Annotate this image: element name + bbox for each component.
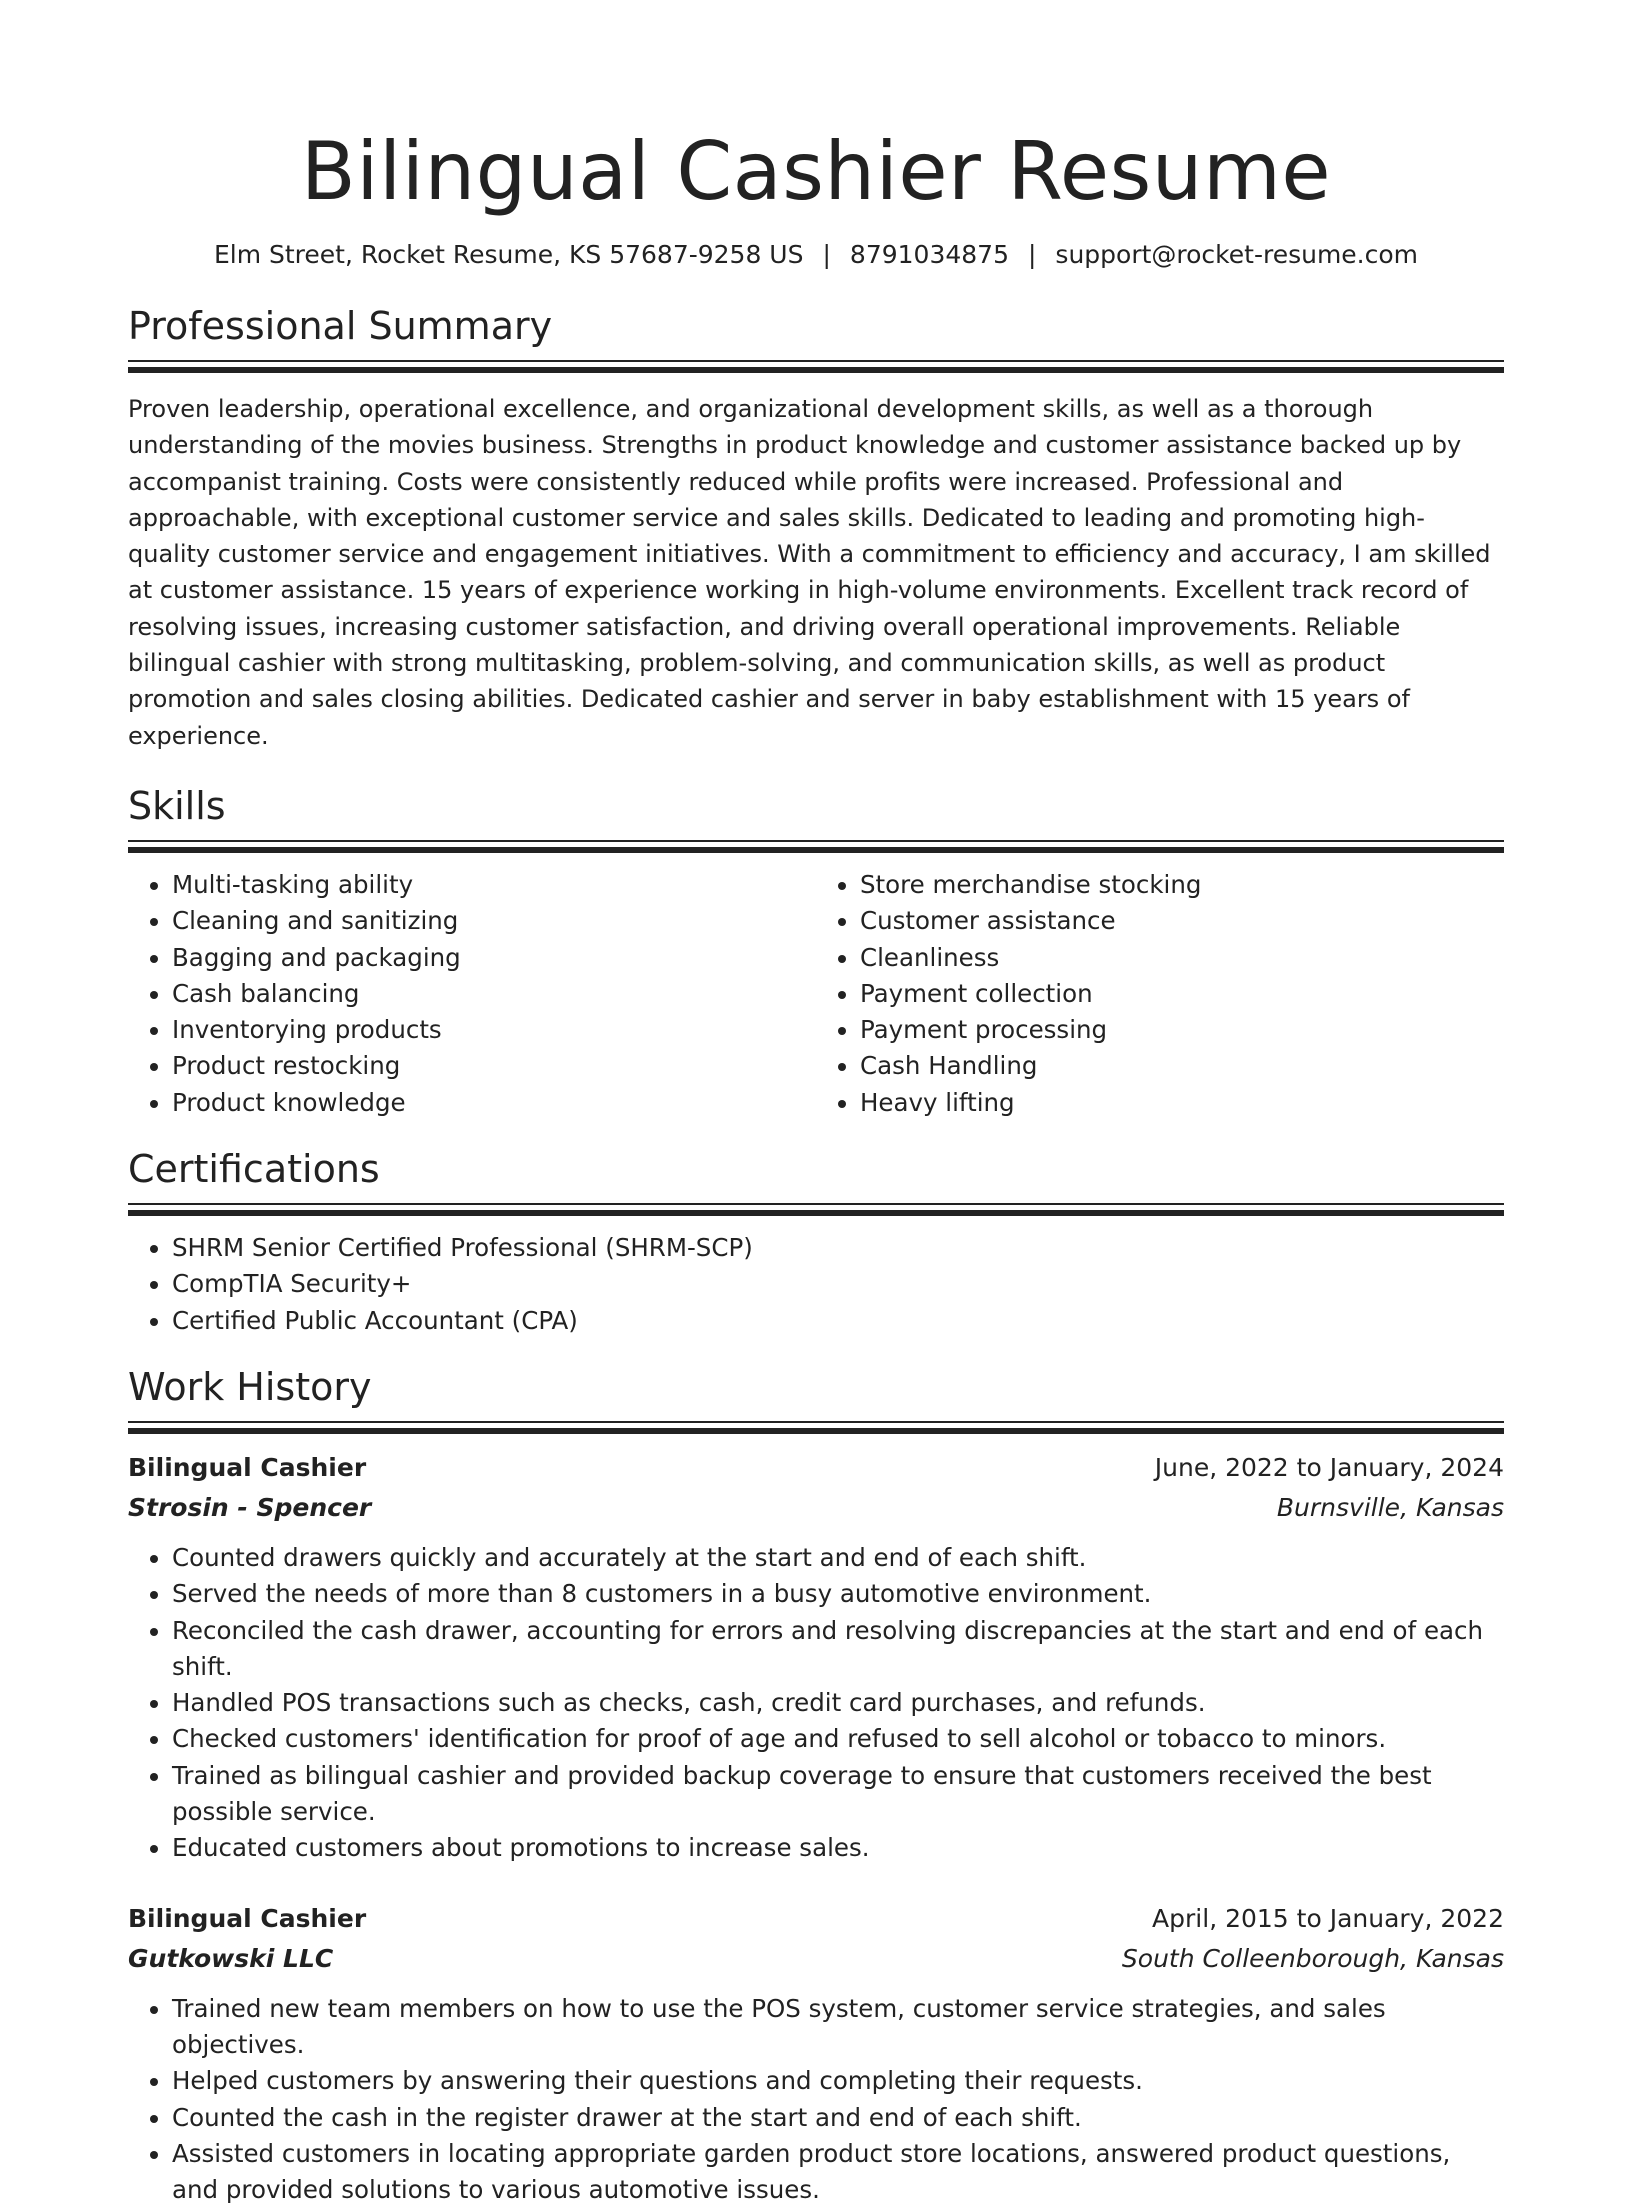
section-heading-skills: Skills: [128, 783, 226, 828]
skill-item: • Product restocking: [172, 1048, 816, 1084]
contact-email: support@rocket-resume.com: [1055, 240, 1419, 269]
certification-item: • Certified Public Accountant (CPA): [172, 1303, 1504, 1339]
job-duty-item: • Helped customers by answering their questions and completing their requests.: [172, 2063, 1504, 2099]
job-header: [128, 1899, 1504, 1939]
job-duties-list: [128, 1540, 1504, 1867]
job-entry: [128, 1448, 1504, 1867]
contact-address: Elm Street, Rocket Resume, KS 57687-9258 US: [213, 240, 804, 269]
job-duty-item: • Counted the cash in the register drawer at the start and end of each shift.: [172, 2100, 1504, 2136]
certification-item: • CompTIA Security+: [172, 1266, 1504, 1302]
summary-text: Proven leadership, operational excellence, and organizational development skills, as well as a thorough understanding of the movies business. Strengths in product knowledge and customer assistance backed up by accompanist training. Costs were consistently reduced while profits were increased. Professional and approachable, with exceptional customer service and sales skills. Dedicated to leading and promoting high-quality customer service and engagement initiatives. With a commitment to efficiency and accuracy, I am skilled at customer assistance. 15 years of experience working in high-volume environments. Excellent track record of resolving issues, increasing customer satisfaction, and driving overall operational improvements. Reliable bilingual cashier with strong multitasking, problem-solving, and communication skills, as well as product promotion and sales closing abilities. Dedicated cashier and server in baby establishment with 15 years of experience.: [128, 395, 1491, 750]
skill-item: • Product knowledge: [172, 1085, 816, 1121]
job-duty-item: • Educated customers about promotions to increase sales.: [172, 1830, 1504, 1866]
contact-phone: 8791034875: [849, 240, 1009, 269]
certifications-list: [128, 1230, 1504, 1339]
job-duty-item: • Served the needs of more than 8 customers in a busy automotive environment.: [172, 1576, 1504, 1612]
job-duty-item: • Handled POS transactions such as checks, cash, credit card purchases, and refunds.: [172, 1685, 1504, 1721]
certification-item: • SHRM Senior Certified Professional (SHRM-SCP): [172, 1230, 1504, 1266]
skills-list-right: [816, 867, 1504, 1121]
job-entry: [128, 1899, 1504, 2208]
skills-columns: [128, 867, 1504, 1121]
job-duty-item: • Reconciled the cash drawer, accounting for errors and resolving discrepancies at the start and end of each shift.: [172, 1613, 1504, 1686]
skill-item: • Bagging and packaging: [172, 940, 816, 976]
job-duty-item: • Checked customers' identification for proof of age and refused to sell alcohol or tobacco to minors.: [172, 1721, 1504, 1757]
section-divider: [128, 360, 1504, 362]
section-heading-certifications: Certifications: [128, 1147, 380, 1192]
skill-item: • Payment collection: [860, 976, 1504, 1012]
job-subheader: [128, 1488, 1504, 1528]
skill-item: • Inventorying products: [172, 1012, 816, 1048]
skill-item: • Multi-tasking ability: [172, 867, 816, 903]
skill-item: • Store merchandise stocking: [860, 867, 1504, 903]
job-duty-item: • Trained new team members on how to use the POS system, customer service strategies, and sales objectives.: [172, 1991, 1504, 2064]
job-duty-item: • Counted drawers quickly and accurately at the start and end of each shift.: [172, 1540, 1504, 1576]
resume-title: Bilingual Cashier Resume: [300, 125, 1332, 218]
section-divider-thick: [128, 1210, 1504, 1216]
skill-item: • Payment processing: [860, 1012, 1504, 1048]
job-duty-item: • Trained as bilingual cashier and provided backup coverage to ensure that customers received the best possible service.: [172, 1758, 1504, 1831]
certifications-section: [128, 1145, 1504, 1339]
work-history-section: [128, 1363, 1504, 2208]
job-dates: June, 2022 to January, 2024: [1154, 1452, 1504, 1482]
skill-item: • Cleaning and sanitizing: [172, 903, 816, 939]
contact-line: [128, 238, 1504, 272]
job-dates: April, 2015 to January, 2022: [1152, 1903, 1504, 1933]
job-duties-list: [128, 1991, 1504, 2208]
contact-separator: |: [1027, 240, 1037, 269]
job-title: Bilingual Cashier: [128, 1903, 367, 1933]
skills-section: [128, 782, 1504, 1121]
job-company: Strosin - Spencer: [128, 1492, 372, 1522]
skill-item: • Customer assistance: [860, 903, 1504, 939]
job-location: South Colleenborough, Kansas: [1121, 1943, 1504, 1973]
section-divider-thick: [128, 847, 1504, 853]
job-location: Burnsville, Kansas: [1276, 1492, 1504, 1522]
skill-item: • Heavy lifting: [860, 1085, 1504, 1121]
section-heading-work-history: Work History: [128, 1364, 372, 1409]
section-divider: [128, 1421, 1504, 1423]
skill-item: • Cleanliness: [860, 940, 1504, 976]
section-divider-thick: [128, 367, 1504, 373]
job-duty-item: • Assisted customers in locating appropriate garden product store locations, answered product questions, and provided solutions to various automotive issues.: [172, 2136, 1504, 2208]
job-title: Bilingual Cashier: [128, 1452, 367, 1482]
section-divider: [128, 1203, 1504, 1205]
job-header: [128, 1448, 1504, 1488]
section-heading-summary: Professional Summary: [128, 304, 553, 348]
job-company: Gutkowski LLC: [128, 1943, 334, 1973]
section-divider-thick: [128, 1428, 1504, 1434]
contact-separator: |: [822, 240, 831, 269]
skill-item: • Cash Handling: [860, 1048, 1504, 1084]
resume-page: [128, 0, 1504, 2208]
job-subheader: [128, 1939, 1504, 1979]
skill-item: • Cash balancing: [172, 976, 816, 1012]
section-divider: [128, 840, 1504, 842]
summary-section: [128, 302, 1504, 754]
skills-list-left: [128, 867, 816, 1121]
